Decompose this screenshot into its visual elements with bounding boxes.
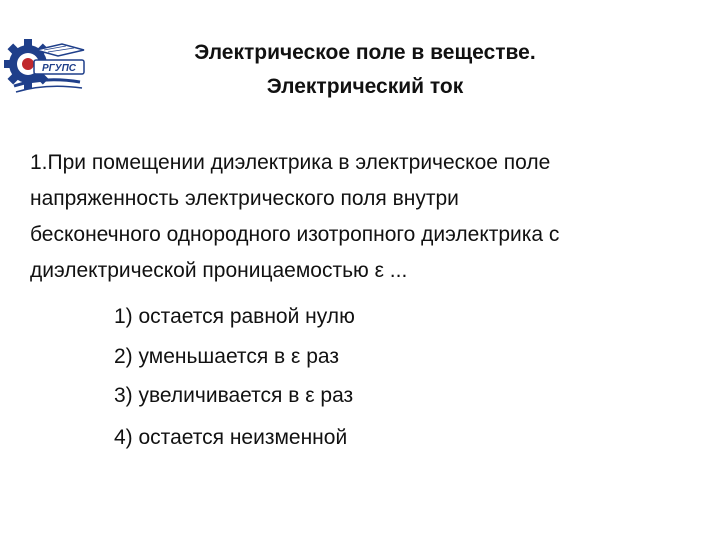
question-line-4: диэлектрической проницаемостью ε ...: [30, 259, 408, 282]
university-emblem-icon: [4, 26, 86, 96]
logo-text: РГУПС: [42, 63, 76, 74]
question-text: [30, 145, 700, 289]
question-line-3: бесконечного однородного изотропного диэлектрика с: [30, 223, 560, 246]
slide-title-line-1: Электрическое поле в веществе.: [194, 41, 536, 64]
question-line-2: напряженность электрического поля внутри: [30, 187, 459, 210]
question-line-1: 1.При помещении диэлектрика в электрическое поле: [30, 151, 551, 174]
answer-option-3[interactable]: 3) увеличивается в ε раз: [114, 384, 354, 407]
answer-option-4[interactable]: 4) остается неизменной: [114, 426, 348, 449]
answer-option-1[interactable]: 1) остается равной нулю: [114, 305, 355, 328]
slide-title-line-2: Электрический ток: [266, 75, 464, 98]
answer-option-2[interactable]: 2) уменьшается в ε раз: [114, 345, 339, 368]
university-logo: [4, 26, 86, 96]
slide-title: [150, 36, 580, 104]
